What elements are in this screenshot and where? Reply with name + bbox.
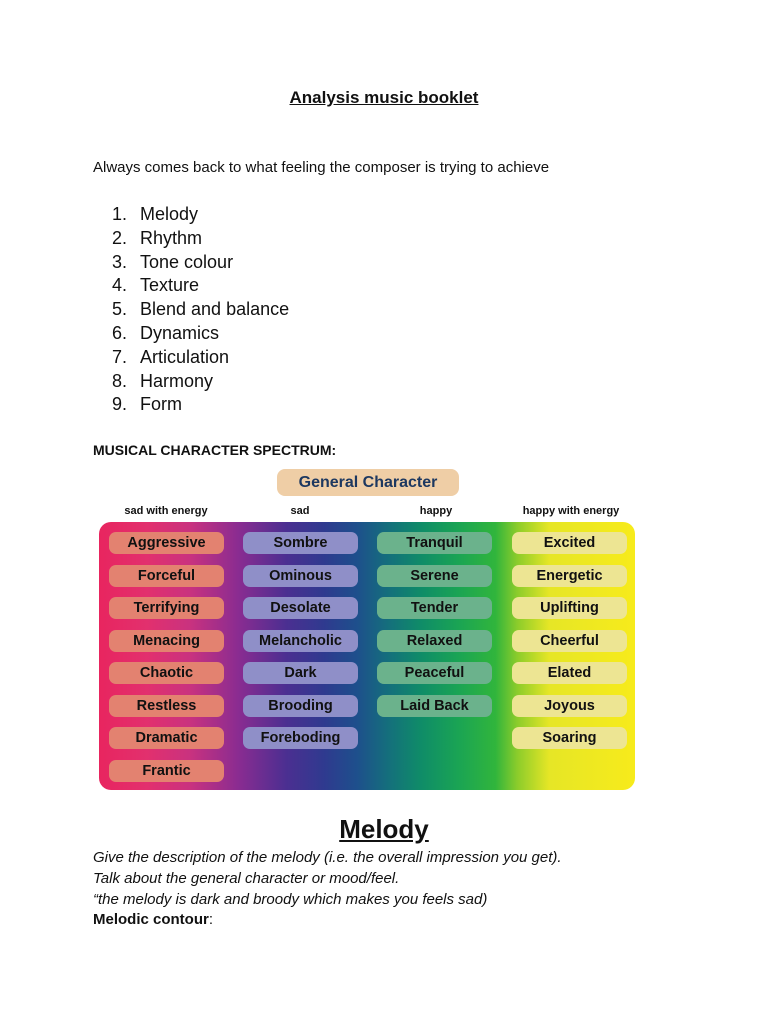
character-tag-peaceful: Peaceful [377,662,492,684]
list-item-label: Harmony [140,370,214,391]
column-label-happy-with-energy: happy with energy [522,505,620,517]
column-label-sad-with-energy: sad with energy [124,505,208,517]
character-tag-cheerful: Cheerful [512,630,627,652]
melody-description-line: Talk about the general character or mood/feel. [93,870,400,887]
character-tag-menacing: Menacing [109,630,224,652]
list-item-label: Articulation [140,346,230,367]
character-tag-brooding: Brooding [243,695,358,717]
character-tag-elated: Elated [512,662,627,684]
list-item-number: 6. [112,322,128,343]
character-tag-chaotic: Chaotic [109,662,224,684]
list-item [112,393,289,417]
character-tag-dramatic: Dramatic [109,727,224,749]
list-item [112,251,289,275]
list-item-number: 9. [112,394,128,415]
analysis-elements-list [112,203,289,417]
character-tag-energetic: Energetic [512,565,627,587]
list-item-label: Texture [140,275,200,296]
character-tag-desolate: Desolate [243,597,358,619]
character-tag-dark: Dark [243,662,358,684]
list-item-label: Form [140,394,182,415]
column-label-sad: sad [290,505,310,517]
list-item [112,227,289,251]
character-tag-ominous: Ominous [243,565,358,587]
column-label-happy: happy [419,505,453,517]
melody-description-line: Give the description of the melody (i.e. the overall impression you get). [93,849,562,866]
list-item-number: 1. [112,204,128,224]
list-item-number: 5. [112,299,128,320]
list-item-label: Tone colour [140,251,234,272]
list-item-number: 4. [112,275,128,296]
melodic-contour-colon: : [208,911,214,928]
melody-heading: Melody [339,814,429,844]
melodic-contour-label [93,911,213,928]
character-tag-terrifying: Terrifying [109,597,224,619]
character-tag-relaxed: Relaxed [377,630,492,652]
list-item [112,298,289,322]
list-item-number: 8. [112,370,128,391]
character-tag-laid-back: Laid Back [377,695,492,717]
melody-description-line: “the melody is dark and broody which makes you feels sad) [93,891,488,908]
character-tag-restless: Restless [109,695,224,717]
character-spectrum-panel [99,522,635,790]
character-tag-soaring: Soaring [512,727,627,749]
spectrum-heading: MUSICAL CHARACTER SPECTRUM: [93,442,337,458]
character-tag-frantic: Frantic [109,760,224,782]
character-tag-excited: Excited [512,532,627,554]
character-tag-forceful: Forceful [109,565,224,587]
list-item-number: 2. [112,227,128,248]
character-tag-joyous: Joyous [512,695,627,717]
list-item [112,274,289,298]
list-item [112,322,289,346]
list-item-label: Rhythm [140,227,203,248]
character-tag-serene: Serene [377,565,492,587]
melodic-contour-text: Melodic contour [93,911,209,928]
character-tag-sombre: Sombre [243,532,358,554]
list-item-number: 3. [112,251,128,272]
list-item [112,346,289,370]
list-item-label: Dynamics [140,322,220,343]
character-tag-aggressive: Aggressive [109,532,224,554]
character-tag-tender: Tender [377,597,492,619]
list-item-label: Melody [140,204,199,224]
list-item [112,370,289,394]
character-tag-melancholic: Melancholic [243,630,358,652]
list-item [112,203,289,227]
character-tag-uplifting: Uplifting [512,597,627,619]
intro-text: Always comes back to what feeling the composer is trying to achieve [93,159,550,176]
list-item-number: 7. [112,346,128,367]
general-character-title: General Character [277,469,459,496]
character-tag-foreboding: Foreboding [243,727,358,749]
list-item-label: Blend and balance [140,299,290,320]
character-tag-tranquil: Tranquil [377,532,492,554]
document-title: Analysis music booklet [289,88,479,107]
